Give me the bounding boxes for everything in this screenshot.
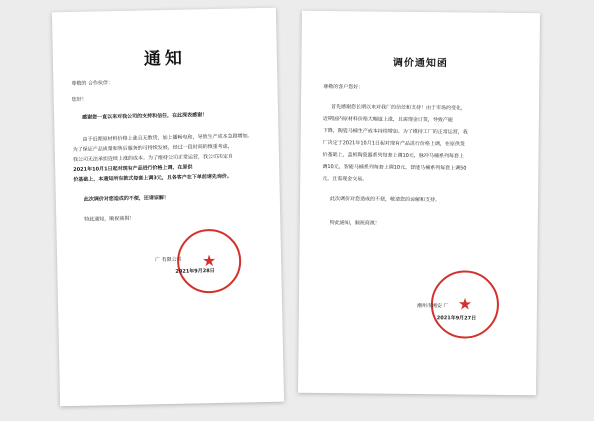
right-recipient: 尊敬的客户您好： — [323, 83, 364, 91]
seal-star-icon: ★ — [201, 251, 217, 271]
right-para2: 此次调价对您造成的不便，敬请您的谅解和支持。 — [330, 196, 441, 204]
right-para1-line: 元，且需现金交易。 — [322, 175, 368, 183]
left-notice-document — [52, 8, 284, 407]
left-para1: 感谢您一直以来对我公司的支持和信任，在此深表感谢！ — [82, 112, 208, 121]
left-para2-line: 2021年10月1日起对现有产品进行价格上调，在原供 — [73, 164, 193, 173]
right-para1-line: 调10元，智能马桶系列每套上调10元，智能马桶系列每套上调50 — [322, 163, 467, 172]
left-recipient: 尊敬的 合作伙伴： — [71, 80, 114, 87]
right-notice-title: 调价通知函 — [392, 57, 449, 70]
right-signature-company: 潮州市湘安 厂 — [416, 302, 449, 310]
left-para2-line: 由于近期原材料价格上涨且无数货，加上播畅电和，导致生产成本急剧增加。 — [82, 133, 253, 143]
left-company-seal — [176, 228, 241, 293]
left-closing: 特此通知，顺祝商祺！ — [84, 215, 135, 223]
left-notice-title: 通知 — [143, 48, 187, 70]
seal-star-icon: ★ — [457, 294, 473, 314]
right-signature-date: 2021年9月27日 — [436, 315, 477, 322]
right-para1-line: 近期国内原材料价格大幅度上涨，且需现金订货，导致产能 — [322, 115, 453, 124]
left-para2-line: 为了保证产品质量和售后服务的可持续发展，经过一段时间的慎重考虑， — [72, 143, 233, 153]
left-para2-line: 我公司无法承担连续上涨的成本。为了维持公司正常运营，我公司决定自 — [72, 153, 234, 163]
left-para2-line: 价基础上，本通知所有款式每套上调3元，且各客户在下单前请先询价。 — [73, 173, 232, 183]
left-signature-company: 广 有限公司 — [155, 256, 182, 264]
right-closing: 特此通知，顺祝商祺！ — [329, 220, 380, 227]
left-greeting: 您好！ — [71, 96, 87, 103]
right-para1-line: 厂决定于2021年10月1日起对现有产品进行价格上调，在原供货 — [322, 139, 465, 148]
right-para1-line: 首先感谢您长期以来对我厂的信任和支持！由于市场的变化， — [330, 104, 467, 112]
right-para1-line: 下降，陶瓷马桶生产成本持续增加。为了维持工厂的正常运营，我 — [322, 127, 468, 136]
left-para3: 此次调价对您造成的不便，还请谅解！ — [83, 194, 169, 203]
right-notice-document — [298, 11, 540, 395]
right-para1-line: 价基础上，盖板陶瓷器系列每套上调10元，脉冲马桶系列每套上 — [322, 151, 464, 160]
left-signature-date: 2021年9月28日 — [175, 268, 215, 275]
